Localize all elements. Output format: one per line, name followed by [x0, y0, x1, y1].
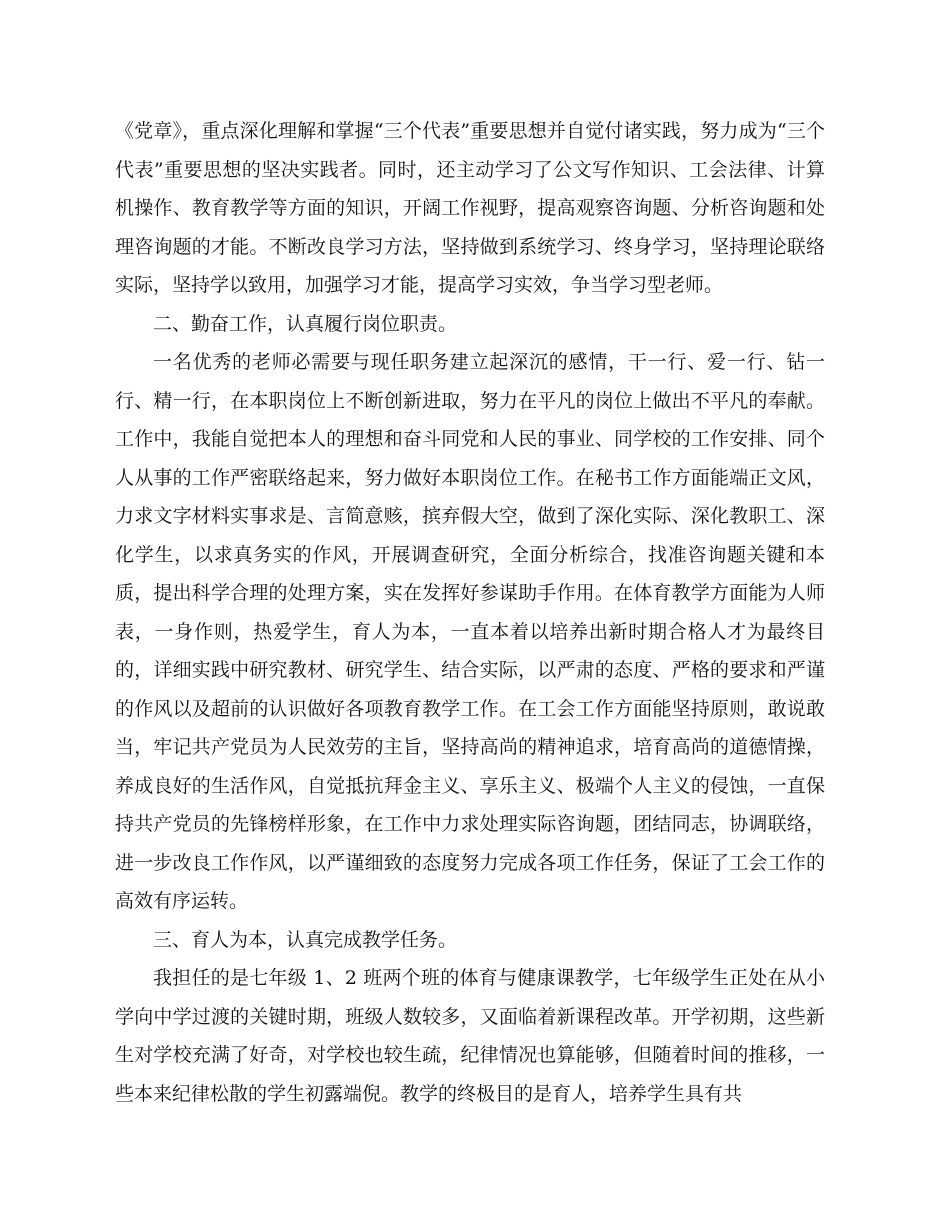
section-heading-teaching-tasks: 三、育人为本，认真完成教学任务。 [153, 928, 458, 951]
paragraph-teaching-tasks: 我担任的是七年级 1、2 班两个班的体育与健康课教学，七年级学生正处在从小学向中学过渡的关键时期，班级人数较多，又面临着新课程改革。开学初期，这些新生对学校充满了好奇，对学校也较生疏，纪律情况也算能够，但随着时间的推移，一些本来纪律松散的学生初露端倪。教学的终极目的是育人，培养学生具有共 [115, 967, 825, 1105]
section-heading-work-duties: 二、勤奋工作，认真履行岗位职责。 [153, 312, 458, 335]
paragraph-study-continued: 《党章》，重点深化理解和掌握“三个代表”重要思想并自觉付诸实践，努力成为“三个代表”重要思想的坚决实践者。同时，还主动学习了公文写作知识、工会法律、计算机操作、教育教学等方面的知识，开阔工作视野，提高观察咨询题、分析咨询题和处理咨询题的才能。不断改良学习方法，坚持做到系统学习、终身学习，坚持理论联络实际，坚持学以致用，加强学习才能，提高学习实效，争当学习型老师。 [115, 120, 825, 296]
document-body [115, 112, 825, 1113]
paragraph-work-duties: 一名优秀的老师必需要与现任职务建立起深沉的感情，干一行、爱一行、钻一行、精一行，在本职岗位上不断创新进取，努力在平凡的岗位上做出不平凡的奉献。工作中，我能自觉把本人的理想和奋斗同党和人民的事业、同学校的工作安排、同个人从事的工作严密联络起来，努力做好本职岗位工作。在秘书工作方面能端正文风，力求文字材料实事求是、言简意赅，摈弃假大空，做到了深化实际、深化教职工、深化学生，以求真务实的作风，开展调查研究，全面分析综合，找准咨询题关键和本质，提出科学合理的处理方案，实在发挥好参谋助手作用。在体育教学方面能为人师表，一身作则，热爱学生，育人为本，一直本着以培养出新时期合格人才为最终目的，详细实践中研究教材、研究学生、结合实际，以严肃的态度、严格的要求和严谨的作风以及超前的认识做好各项教育教学工作。在工会工作方面能坚持原则，敢说敢当，牢记共产党员为人民效劳的主旨，坚持高尚的精神追求，培育高尚的道德情操，养成良好的生活作风，自觉抵抗拜金主义、享乐主义、极端个人主义的侵蚀，一直保持共产党员的先锋榜样形象，在工作中力求处理实际咨询题，团结同志，协调联络，进一步改良工作作风，以严谨细致的态度努力完成各项工作任务，保证了工会工作的高效有序运转。 [115, 351, 825, 912]
